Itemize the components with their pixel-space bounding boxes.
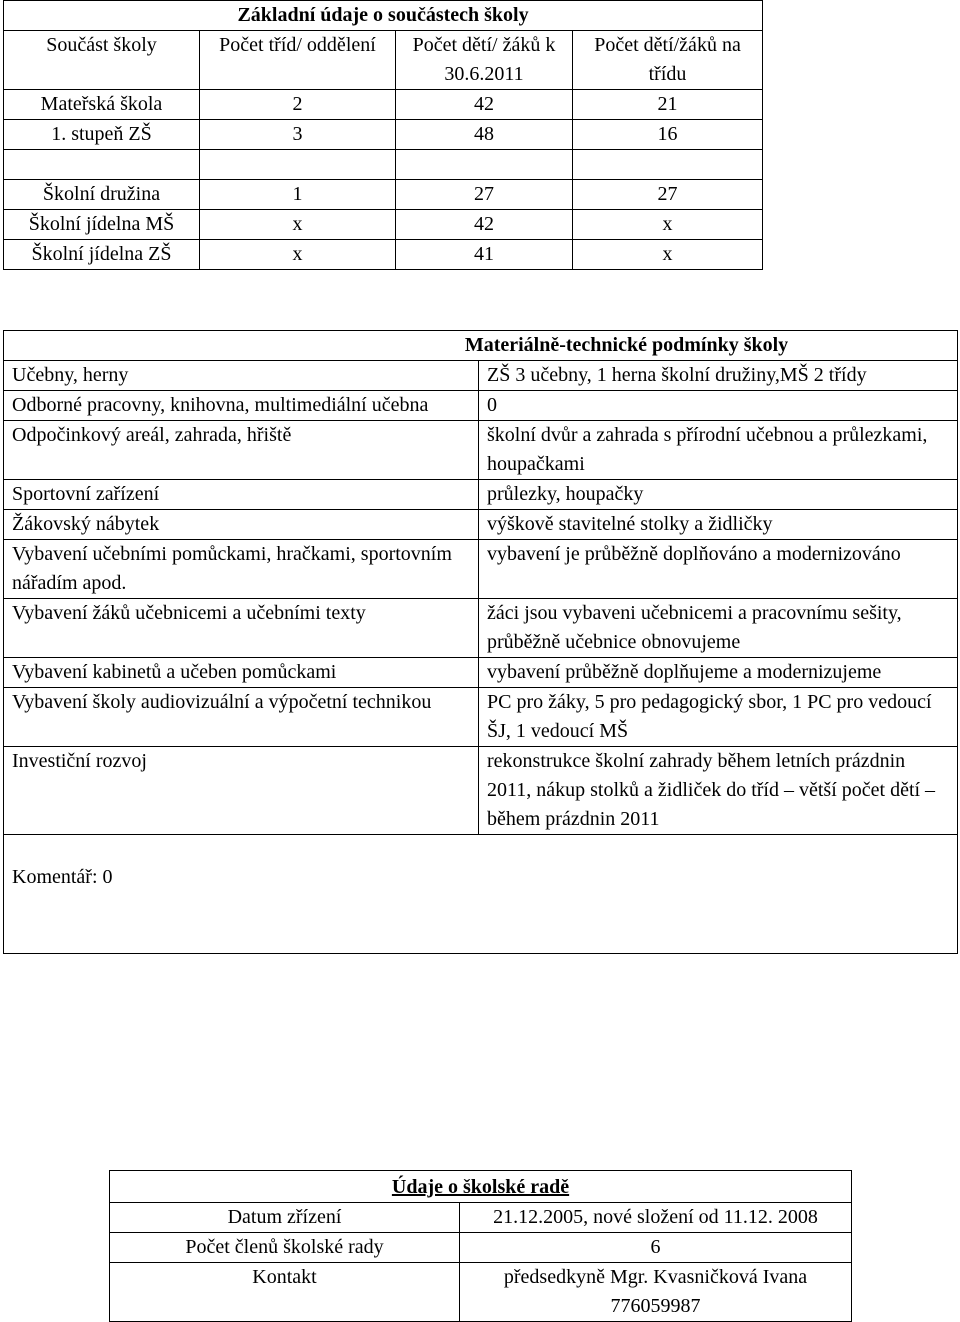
school-council-table	[109, 1170, 852, 1322]
row-value: 21.12.2005, nové složení od 11.12. 2008	[460, 1203, 852, 1233]
row-label: Odborné pracovny, knihovna, multimediální učebna	[4, 391, 479, 421]
row-label: Vybavení školy audiovizuální a výpočetní technikou	[4, 688, 479, 747]
header-component: Součást školy	[4, 31, 200, 90]
row-value: předsedkyně Mgr. Kvasničková Ivana 776059987	[460, 1263, 852, 1322]
row-value: PC pro žáky, 5 pro pedagogický sbor, 1 PC pro vedoucí ŠJ, 1 vedoucí MŠ	[479, 688, 958, 747]
cell: Školní jídelna ZŠ	[4, 240, 200, 270]
header-per-class: Počet dětí/žáků na třídu	[573, 31, 763, 90]
cell	[4, 150, 200, 180]
material-conditions-table	[3, 330, 958, 954]
cell: 42	[396, 210, 573, 240]
cell	[396, 150, 573, 180]
row-label: Odpočinkový areál, zahrada, hřiště	[4, 421, 479, 480]
cell: 42	[396, 90, 573, 120]
cell: Mateřská škola	[4, 90, 200, 120]
row-label: Vybavení žáků učebnicemi a učebními texty	[4, 599, 479, 658]
cell: 1	[200, 180, 396, 210]
cell: 3	[200, 120, 396, 150]
row-value: žáci jsou vybaveni učebnicemi a pracovnímu sešity, průběžně učebnice obnovujeme	[479, 599, 958, 658]
cell: x	[573, 210, 763, 240]
row-label: Žákovský nábytek	[4, 510, 479, 540]
row-value: 0	[479, 391, 958, 421]
row-value: rekonstrukce školní zahrady během letních prázdnin 2011, nákup stolků a židliček do tříd – větší počet dětí – během prázdnin 2011	[479, 747, 958, 835]
row-label: Vybavení kabinetů a učeben pomůckami	[4, 658, 479, 688]
row-label: Kontakt	[110, 1263, 460, 1322]
header-classes: Počet tříd/ oddělení	[200, 31, 396, 90]
cell: x	[200, 240, 396, 270]
row-value: školní dvůr a zahrada s přírodní učebnou a průlezkami, houpačkami	[479, 421, 958, 480]
table3-title: Údaje o školské radě	[110, 1171, 852, 1203]
table1-title: Základní údaje o součástech školy	[4, 1, 763, 31]
row-label: Datum zřízení	[110, 1203, 460, 1233]
row-value: výškově stavitelné stolky a židličky	[479, 510, 958, 540]
cell	[200, 150, 396, 180]
cell: 21	[573, 90, 763, 120]
row-label: Investiční rozvoj	[4, 747, 479, 835]
cell: 41	[396, 240, 573, 270]
row-value: ZŠ 3 učebny, 1 herna školní družiny,MŠ 2 třídy	[479, 361, 958, 391]
cell: 2	[200, 90, 396, 120]
cell: 48	[396, 120, 573, 150]
row-value: 6	[460, 1233, 852, 1263]
row-label: Učebny, herny	[4, 361, 479, 391]
cell: 27	[573, 180, 763, 210]
cell: x	[200, 210, 396, 240]
comment: Komentář: 0	[4, 835, 958, 954]
cell: Školní družina	[4, 180, 200, 210]
row-value: vybavení průběžně doplňujeme a modernizujeme	[479, 658, 958, 688]
school-components-table	[3, 0, 763, 270]
row-value: průlezky, houpačky	[479, 480, 958, 510]
cell	[573, 150, 763, 180]
row-value: vybavení je průběžně doplňováno a modernizováno	[479, 540, 958, 599]
table2-title: Materiálně-technické podmínky školy	[4, 331, 958, 361]
cell: Školní jídelna MŠ	[4, 210, 200, 240]
cell: 16	[573, 120, 763, 150]
row-label: Sportovní zařízení	[4, 480, 479, 510]
cell: 27	[396, 180, 573, 210]
cell: 1. stupeň ZŠ	[4, 120, 200, 150]
row-label: Vybavení učebními pomůckami, hračkami, sportovním nářadím apod.	[4, 540, 479, 599]
header-pupils: Počet dětí/ žáků k 30.6.2011	[396, 31, 573, 90]
row-label: Počet členů školské rady	[110, 1233, 460, 1263]
cell: x	[573, 240, 763, 270]
